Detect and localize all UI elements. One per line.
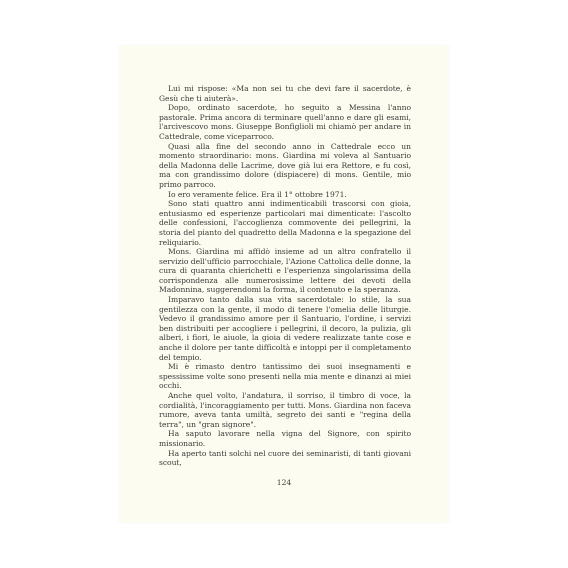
book-page: [119, 46, 449, 522]
body-text: [159, 84, 411, 468]
paragraph: Lui mi rispose: «Ma non sei tu che devi fare il sacerdote, è Gesù che ti aiuterà».: [159, 84, 411, 103]
paragraph: Dopo, ordinato sacerdote, ho seguito a Messina l'anno pastorale. Prima ancora di terminare quell'anno e dare gli esami, l'arcivescovo mons. Giuseppe Bonfiglioli mi chiamò per andare in Cattedrale, come viceparroco.: [159, 103, 411, 141]
paragraph: Ha saputo lavorare nella vigna del Signore, con spirito missionario.: [159, 429, 411, 448]
paragraph: Anche quel volto, l'andatura, il sorriso, il timbro di voce, la cordialità, l'incoraggiamento per tutti. Mons. Giardina non faceva rumore, aveva tanta umiltà, segreto dei santi e "regina della terra", un "gran signore".: [159, 391, 411, 429]
paragraph: Quasi alla fine del secondo anno in Cattedrale ecco un momento straordinario: mons. Giardina mi voleva al Santuario della Madonna delle Lacrime, dove già lui era Rettore, e fu così, ma con grandissimo dolore (dispiacere) di mons. Gentile, mio primo parroco.: [159, 141, 411, 189]
paragraph: Sono stati quattro anni indimenticabili trascorsi con gioia, entusiasmo ed esperienze particolari mai dimenticate: l'ascolto delle confessioni, l'accoglienza commovente dei pellegrini, la storia del pianto del quadretto della Madonna e la spegazione del reliquiario.: [159, 199, 411, 247]
paragraph: Io ero veramente felice. Era il 1° ottobre 1971.: [168, 189, 347, 199]
paragraph: Imparavo tanto dalla sua vita sacerdotale: lo stile, la sua gentilezza con la gente, il modo di tenere l'omelia delle liturgie. Vedevo il grandissimo amore per il Santuario, l'ordine, i servizi ben distribuiti per accogliere i pellegrini, il decoro, la pulizia, gli alberi, i fiori, le aiuole, la gioia di vedere realizzate tante cose e anche il dolore per tante difficoltà e intoppi per il completamento del tempio.: [159, 295, 411, 362]
paragraph: Mi è rimasto dentro tantissimo dei suoi insegnamenti e spessissime volte sono presenti nella mia mente e dinanzi ai miei occhi.: [159, 362, 411, 391]
paragraph: Ha aperto tanti solchi nel cuore dei seminaristi, di tanti giovani scout,: [159, 448, 411, 468]
paragraph: Mons. Giardina mi affidò insieme ad un altro confratello il servizio dell'ufficio parrocchiale, l'Azione Cattolica delle donne, la cura di quaranta chierichetti e l'esperienza singolarissima della corrispondenza alle numerosissime lettere dei devoti della Madonnina, suggerendomi la forma, il contenuto e la speranza.: [159, 247, 411, 295]
page-number: 124: [276, 478, 292, 487]
